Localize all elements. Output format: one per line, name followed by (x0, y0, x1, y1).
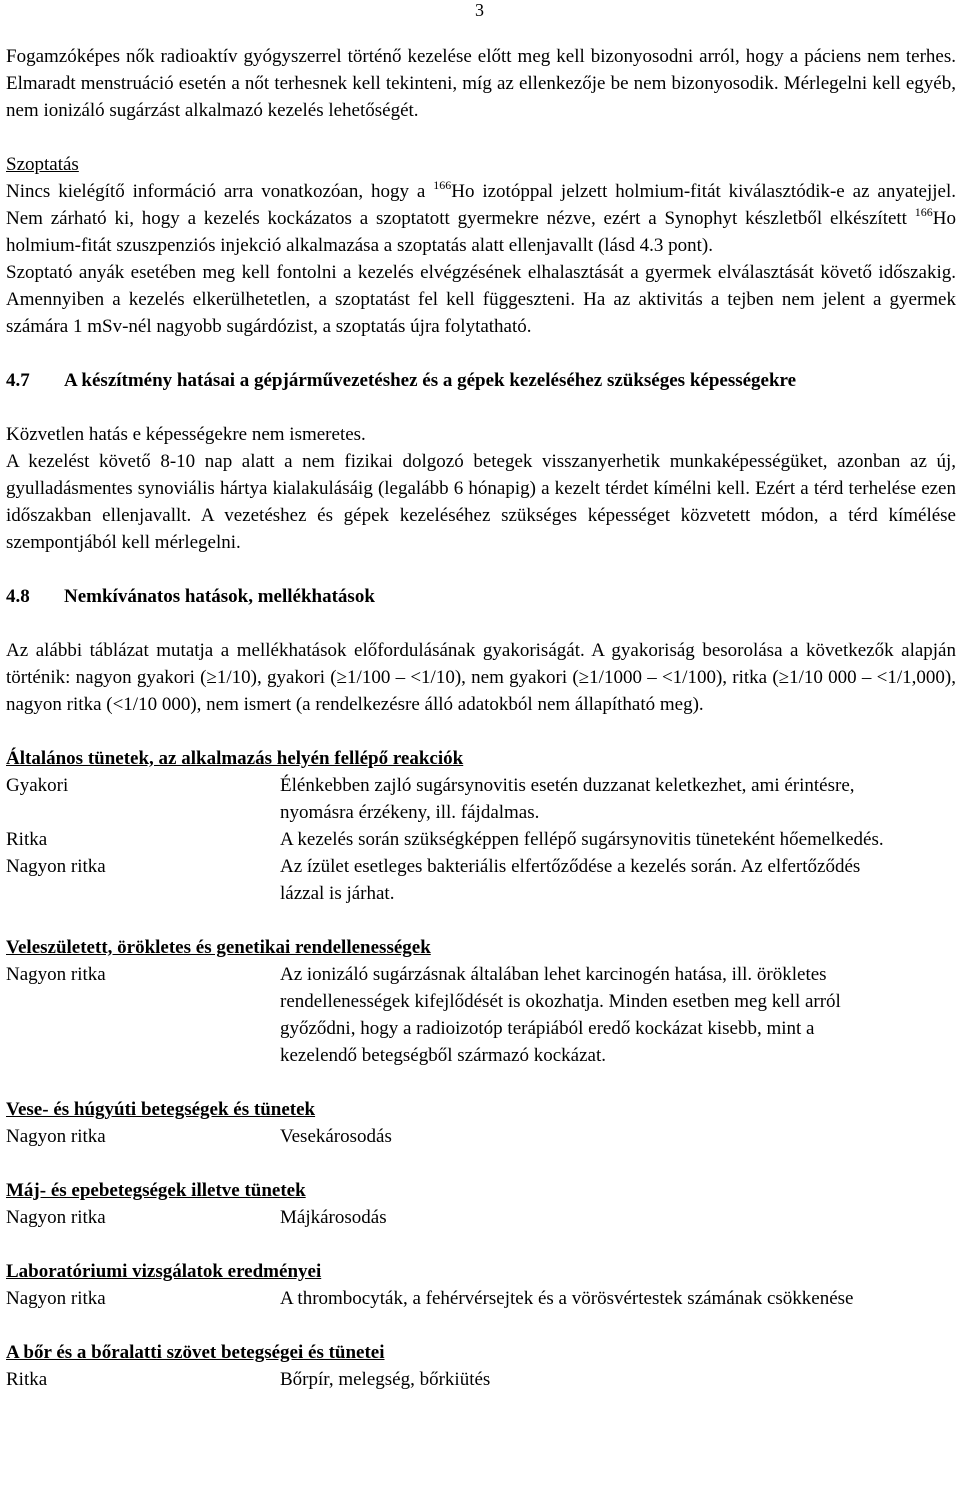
effect-text: A kezelés során szükségképpen fellépő sugársynovitis tüneteként hőemelkedés. (280, 829, 884, 850)
effect-row (6, 1204, 956, 1231)
page-number: 3 (475, 0, 484, 20)
effect-text: Vesekárosodás (280, 1126, 392, 1147)
section-4-7-paragraph-2: A kezelést követő 8-10 nap alatt a nem fizikai dolgozó betegek visszanyerhetik munkaképességüket, azonban az új, gyulladásmentes synoviális hártya kialakulásáig (legalább 6 hónapig) a kezelt térdet kímélni kell. Ezért a térd terhelése ezen időszakban ellenjavallt. A vezetéshez és gépek kezeléséhez szükséges képességet közvetett módon, a térd kímélése szempontjából kell mérlegelni. (6, 451, 956, 553)
section-title-text: A készítmény hatásai a gépjárművezetéshez és a gépek kezeléséhez szükséges képességekre (64, 370, 797, 391)
group-heading: A bőr és a bőralatti szövet betegségei és tünetei (6, 1342, 385, 1363)
group-heading: Vese- és húgyúti betegségek és tünetek (6, 1099, 316, 1120)
group-heading: Veleszületett, örökletes és genetikai rendellenességek (6, 937, 431, 958)
section-4-7-title (6, 367, 956, 394)
text-run: Ho izotóppal jelzett holmium-fitát kiválasztódik-e az anyatejjel. Nem zárható ki, hogy a kezelés kockázatos a szoptatott gyermekre nézve, ezért a Synophyt készletből elkészített (6, 181, 956, 229)
adverse-effects-group-hepatic (6, 1177, 956, 1231)
adverse-effects-group-laboratory (6, 1258, 956, 1312)
effect-text: Májkárosodás (280, 1207, 387, 1228)
effect-row (6, 826, 956, 853)
adverse-effects-group-skin (6, 1339, 956, 1393)
section-4-8-paragraph-1: Az alábbi táblázat mutatja a mellékhatások előfordulásának gyakoriságát. A gyakoriság besorolása a következők alapján történik: nagyon gyakori (≥1/10), gyakori (≥1/100 – <1/10), nem gyakori (≥1/1000 – <1/100), ritka (≥1/10 000 – <1/1,000), nagyon ritka (<1/10 000), nem ismert (a rendelkezésre álló adatokból nem állapítható meg). (6, 640, 956, 715)
frequency-label: Nagyon ritka (6, 1288, 106, 1309)
section-title-text: Nemkívánatos hatások, mellékhatások (64, 586, 375, 607)
superscript: 166 (433, 178, 452, 192)
superscript: 166 (914, 205, 933, 219)
frequency-label: Ritka (6, 1369, 48, 1390)
effect-row (6, 1123, 956, 1150)
effect-text: Az ízület esetleges bakteriális elfertőződése a kezelés során. Az elfertőződés lázzal is járhat. (280, 856, 861, 904)
page-content (6, 43, 956, 1393)
frequency-label: Nagyon ritka (6, 1207, 106, 1228)
frequency-label: Nagyon ritka (6, 1126, 106, 1147)
adverse-effects-group-renal (6, 1096, 956, 1150)
group-heading: Laboratóriumi vizsgálatok eredményei (6, 1261, 322, 1282)
breastfeeding-paragraph-2: Szoptató anyák esetében meg kell fontolni a kezelés elvégzésének elhalasztását a gyermek elválasztását követő időszakig. Amennyiben a kezelés elkerülhetetlen, a szoptatást fel kell függeszteni. Ha az aktivitás a tejben nem jelent a gyermek számára 1 mSv-nél nagyobb sugárdózist, a szoptatás újra folytatható. (6, 262, 956, 337)
text-run: Nincs kielégítő információ arra vonatkozóan, hogy a (6, 181, 434, 202)
breastfeeding-heading: Szoptatás (6, 154, 79, 175)
frequency-label: Nagyon ritka (6, 964, 106, 985)
effect-row (6, 961, 956, 1069)
text-run: Ho holmium-fitát szuszpenziós injekció alkalmazása a szoptatás alatt ellenjavallt (lásd 4.3 pont). (6, 208, 956, 256)
adverse-effects-group-general (6, 745, 956, 907)
frequency-label: Ritka (6, 829, 48, 850)
group-heading: Általános tünetek, az alkalmazás helyén fellépő reakciók (6, 748, 464, 769)
intro-paragraph: Fogamzóképes nők radioaktív gyógyszerrel történő kezelése előtt meg kell bizonyosodni arról, hogy a páciens nem terhes. Elmaradt menstruáció esetén a nőt terhesnek kell tekinteni, míg az ellenkezője be nem bizonyosodik. Mérlegelni kell egyéb, nem ionizáló sugárzást alkalmazó kezelés lehetőségét. (6, 46, 956, 121)
effect-text: Élénkebben zajló sugársynovitis esetén duzzanat keletkezhet, ami érintésre, nyomásra érzékeny, ill. fájdalmas. (280, 775, 855, 823)
frequency-label: Gyakori (6, 775, 69, 796)
breastfeeding-paragraph-1 (6, 178, 956, 259)
section-4-8-title (6, 583, 956, 610)
adverse-effects-group-congenital (6, 934, 956, 1069)
section-number: 4.7 (6, 370, 30, 391)
effect-row (6, 1366, 956, 1393)
effect-row (6, 853, 956, 907)
effect-row (6, 1285, 956, 1312)
frequency-label: Nagyon ritka (6, 856, 106, 877)
effect-text: Bőrpír, melegség, bőrkiütés (280, 1369, 491, 1390)
effect-row (6, 772, 956, 826)
section-number: 4.8 (6, 586, 30, 607)
effect-text: Az ionizáló sugárzásnak általában lehet karcinogén hatása, ill. örökletes rendellenességek kifejlődését is okozhatja. Minden esetben meg kell arról győződni, hogy a radioizotóp terápiából eredő kockázat kisebb, mint a kezelendő betegségből származó kockázat. (280, 964, 841, 1066)
group-heading: Máj- és epebetegségek illetve tünetek (6, 1180, 306, 1201)
section-4-7-paragraph-1: Közvetlen hatás e képességekre nem ismeretes. (6, 424, 366, 445)
effect-text: A thrombocyták, a fehérvérsejtek és a vörösvértestek számának csökkenése (280, 1288, 854, 1309)
